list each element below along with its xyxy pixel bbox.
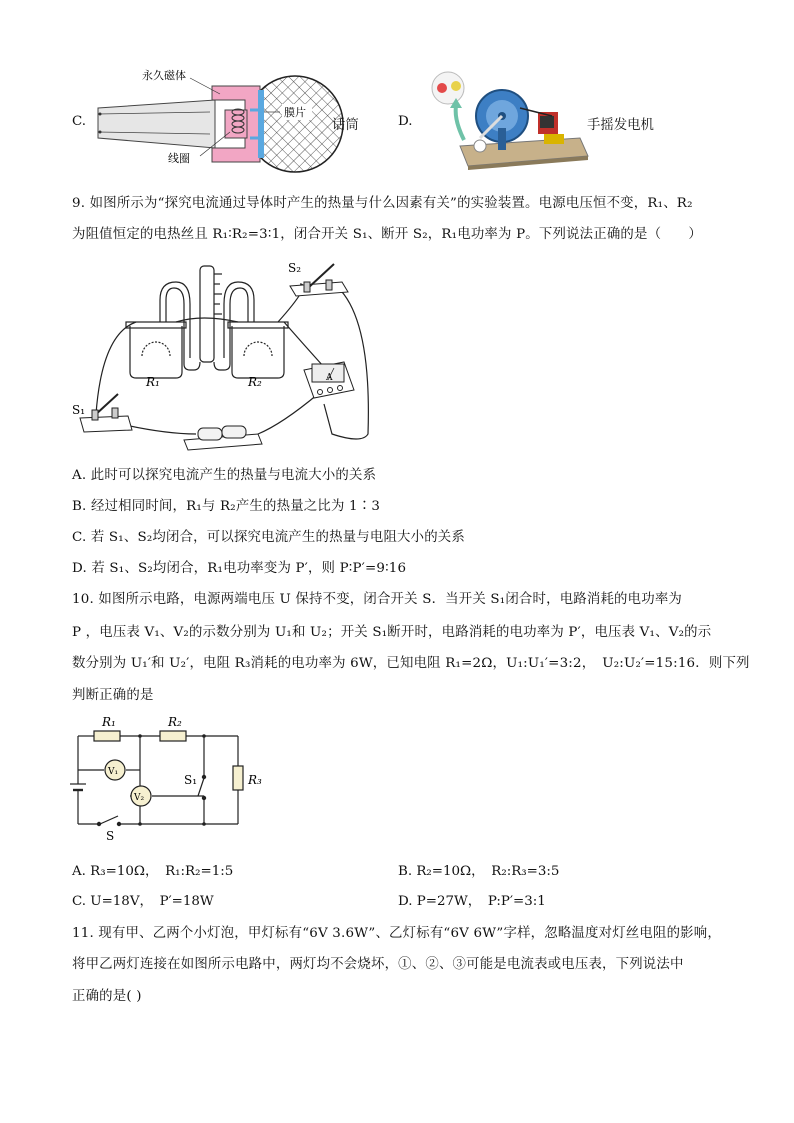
coil-label: 线圈	[168, 152, 190, 165]
q10-option-b: B. R₂=10Ω， R₂:R₃=3:5	[398, 864, 560, 879]
option-d-letter: D.	[398, 114, 413, 129]
q10-line-3: 数分别为 U₁′和 U₂′，电阻 R₃消耗的电功率为 6W，已知电阻 R₁=2Ω，U₁:U₁′=3:2， U₂:U₂′=15:16．则下列	[72, 656, 750, 671]
generator-caption: 手摇发电机	[587, 118, 654, 133]
q10-s-label: S	[106, 829, 115, 843]
r2-label: R₂	[248, 375, 262, 389]
option-c-letter: C.	[72, 114, 87, 129]
q10-r3-label: R₃	[248, 773, 262, 787]
ammeter-label: A	[326, 373, 333, 383]
q10-line-1: 10. 如图所示电路，电源两端电压 U 保持不变，闭合开关 S．当开关 S₁闭合时，电路消耗的电功率为	[72, 592, 683, 607]
q10-circuit-figure	[72, 712, 262, 847]
microphone-caption: 话筒	[332, 118, 359, 133]
q9-option-a: A. 此时可以探究电流产生的热量与电流大小的关系	[72, 468, 377, 483]
microphone-figure	[90, 70, 370, 170]
q10-r1-label: R₁	[102, 715, 116, 729]
q9-line-1: 9. 如图所示为“探究电流通过导体时产生的热量与什么因素有关”的实验装置。电源电压恒不变，R₁、R₂	[72, 196, 693, 211]
s2-label: S₂	[288, 261, 302, 275]
diaphragm-label: 膜片	[284, 106, 306, 119]
q10-s1-label: S₁	[184, 773, 198, 787]
q9-line-2: 为阻值恒定的电热丝且 R₁∶R₂=3∶1，闭合开关 S₁、断开 S₂，R₁电功率为 P。下列说法正确的是（ ）	[72, 227, 702, 242]
q10-r2-label: R₂	[168, 715, 182, 729]
v1-label: V₁	[108, 767, 119, 777]
r1-label: R₁	[146, 375, 160, 389]
q10-option-c: C. U=18V， P′=18W	[72, 894, 214, 909]
q9-option-b: B. 经过相同时间，R₁与 R₂产生的热量之比为 1∶3	[72, 499, 381, 514]
q9-option-d: D. 若 S₁、S₂均闭合，R₁电功率变为 P′，则 P∶P′=9∶16	[72, 561, 407, 576]
q11-line-3: 正确的是( )	[72, 989, 142, 1004]
q10-line-2: P ，电压表 V₁、V₂的示数分别为 U₁和 U₂；开关 S₁断开时，电路消耗的电功率为 P′，电压表 V₁、V₂的示	[72, 625, 712, 640]
q10-option-a: A. R₃=10Ω， R₁:R₂=1:5	[72, 864, 234, 879]
q9-apparatus-figure	[72, 254, 392, 454]
hand-generator-figure	[420, 68, 590, 168]
q11-line-1: 11. 现有甲、乙两个小灯泡，甲灯标有“6V 3.6W”、乙灯标有“6V 6W”字样，忽略温度对灯丝电阻的影响，	[72, 926, 721, 941]
q11-line-2: 将甲乙两灯连接在如图所示电路中，两灯均不会烧坏，①、②、③可能是电流表或电压表，下列说法中	[72, 957, 684, 972]
s1-label: S₁	[72, 403, 86, 417]
magnet-label: 永久磁体	[142, 69, 186, 82]
q10-option-d: D. P=27W， P:P′=3:1	[398, 894, 546, 909]
q10-line-4: 判断正确的是	[72, 688, 154, 703]
q9-option-c: C. 若 S₁、S₂均闭合，可以探究电流产生的热量与电阻大小的关系	[72, 530, 465, 545]
v2-label: V₂	[134, 793, 145, 803]
